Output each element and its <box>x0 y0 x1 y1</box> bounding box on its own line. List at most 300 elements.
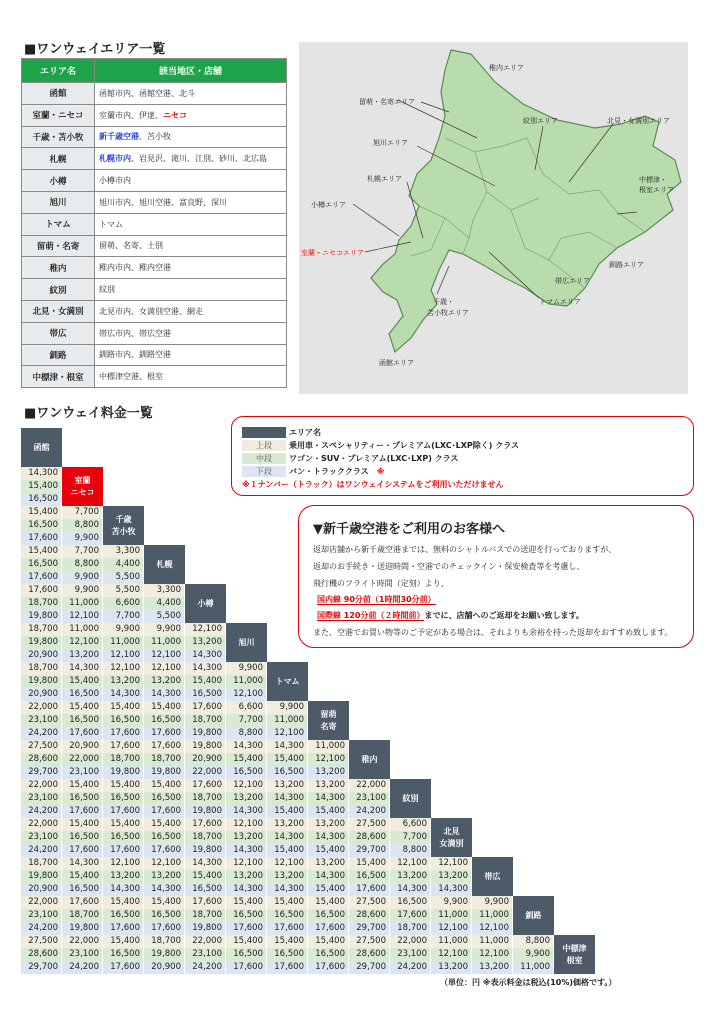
fare-cell: 3,300 <box>103 545 144 558</box>
fare-cell: 23,100 <box>21 831 62 844</box>
fare-cell: 13,200 <box>226 792 267 805</box>
notice-international: 国際線 120分前（２時間前） <box>317 611 425 620</box>
fare-cell: 14,300 <box>185 662 226 675</box>
fare-cell: 17,600 <box>62 727 103 740</box>
fare-cell: 17,600 <box>185 896 226 909</box>
fare-cell: 18,700 <box>144 935 185 948</box>
fare-cell: 22,000 <box>21 818 62 831</box>
fare-area-header <box>349 740 390 779</box>
area-stores <box>95 191 287 213</box>
fare-cell: 18,700 <box>144 753 185 766</box>
fare-cell: 11,000 <box>103 636 144 649</box>
stores-post: 北見市内、女満別空港、網走 <box>99 306 203 316</box>
fare-cell: 12,100 <box>472 922 513 935</box>
fare-cell: 16,500 <box>62 792 103 805</box>
area-name: 小樽 <box>22 170 95 192</box>
map-label-otaru: 小樽エリア <box>311 201 346 209</box>
legend-lower-text: バン・トラッククラス <box>289 467 369 476</box>
fare-cell: 16,500 <box>103 948 144 961</box>
fare-cell: 17,600 <box>144 844 185 857</box>
legend-lower-label: 下段 <box>242 466 286 477</box>
fare-area-header <box>185 584 226 623</box>
fare-cell: 14,300 <box>226 805 267 818</box>
fare-area-header-line: 紋別 <box>402 793 419 803</box>
fare-cell: 28,600 <box>349 948 390 961</box>
fare-cell: 11,000 <box>431 909 472 922</box>
fare-cell: 13,200 <box>308 779 349 792</box>
notice-line-2: 返却のお手続き・送迎時間・空港でのチェックイン・保安検査等を考慮し、 <box>313 562 585 571</box>
fare-cell: 29,700 <box>349 922 390 935</box>
fare-cell: 14,300 <box>144 688 185 701</box>
fare-cell: 15,400 <box>267 844 308 857</box>
map-label-chitose-1: 千歳・ <box>433 298 454 306</box>
fare-cell: 19,800 <box>185 805 226 818</box>
legend-upper-text: 乗用車・スペシャリティー・プレミアム(LXC･LXP除く) クラス <box>289 441 519 450</box>
legend-upper-label: 上段 <box>242 440 286 451</box>
stores-highlight: 新千歳空港 <box>99 132 139 142</box>
fare-cell: 7,700 <box>226 714 267 727</box>
fare-area-header-line: 札幌 <box>156 559 173 569</box>
legend-title: エリア名 <box>289 428 321 437</box>
fare-cell: 23,100 <box>390 948 431 961</box>
fare-cell: 15,400 <box>226 935 267 948</box>
fare-cell: 8,800 <box>390 844 431 857</box>
fare-cell: 11,000 <box>62 597 103 610</box>
fare-cell: 14,300 <box>267 883 308 896</box>
fare-cell: 7,700 <box>103 610 144 623</box>
fare-cell: 12,100 <box>226 779 267 792</box>
chitose-notice <box>298 505 694 648</box>
area-name: 旭川 <box>22 191 95 213</box>
fare-cell: 17,600 <box>103 844 144 857</box>
fare-cell: 15,400 <box>103 896 144 909</box>
fare-cell: 23,100 <box>21 792 62 805</box>
map-label-sapporo: 札幌エリア <box>367 175 402 183</box>
fare-cell: 8,800 <box>62 519 103 532</box>
fare-cell: 16,500 <box>185 688 226 701</box>
fare-cell: 24,200 <box>21 805 62 818</box>
stores-post: 紋別 <box>99 285 115 295</box>
fare-cell: 27,500 <box>349 935 390 948</box>
stores-post: 帯広市内、帯広空港 <box>99 328 171 338</box>
legend-note: ※１ナンバー（トラック）はワンウェイシステムをご利用いただけません <box>242 480 504 489</box>
map-label-muroran: 室蘭・ニセコエリア <box>301 249 364 257</box>
map-label-asahikawa: 旭川エリア <box>373 139 408 147</box>
fare-cell: 15,400 <box>308 935 349 948</box>
fare-area-header <box>390 779 431 818</box>
fare-cell: 16,500 <box>390 896 431 909</box>
area-name: 稚内 <box>22 257 95 279</box>
fare-cell: 13,200 <box>267 870 308 883</box>
fare-cell: 15,400 <box>103 779 144 792</box>
fare-area-header <box>144 545 185 584</box>
fare-area-header-line: 名寄 <box>320 721 337 731</box>
fare-cell: 14,300 <box>308 831 349 844</box>
fare-cell: 9,900 <box>431 896 472 909</box>
fare-cell: 17,600 <box>185 818 226 831</box>
area-name: 留萌・名寄 <box>22 235 95 257</box>
fare-cell: 5,500 <box>103 571 144 584</box>
fare-cell: 5,500 <box>144 610 185 623</box>
fare-area-header-line: 苫小牧 <box>111 526 136 536</box>
fare-cell: 3,300 <box>144 584 185 597</box>
fare-cell: 15,400 <box>21 480 62 493</box>
map-label-chitose-2: 苫小牧エリア <box>427 309 469 317</box>
fare-cell: 16,500 <box>226 766 267 779</box>
fare-cell: 15,400 <box>267 753 308 766</box>
fare-cell: 16,500 <box>267 909 308 922</box>
fare-cell: 15,400 <box>103 701 144 714</box>
area-stores <box>95 83 287 105</box>
fare-cell: 17,600 <box>267 922 308 935</box>
fare-cell: 24,200 <box>62 961 103 974</box>
fare-cell: 20,900 <box>185 753 226 766</box>
area-row <box>22 213 287 235</box>
fare-cell: 15,400 <box>226 753 267 766</box>
fare-cell: 29,700 <box>349 961 390 974</box>
map-label-wakkanai: 稚内エリア <box>489 64 524 72</box>
area-name-header: エリア名 <box>22 59 95 83</box>
fare-cell: 19,800 <box>185 740 226 753</box>
fare-cell: 14,300 <box>431 883 472 896</box>
fare-cell: 17,600 <box>62 805 103 818</box>
notice-line-3: 飛行機のフライト時間（定刻）より、 <box>313 579 449 588</box>
fare-cell: 24,200 <box>21 922 62 935</box>
stores-post: 、苫小牧 <box>139 132 171 142</box>
fare-cell: 18,700 <box>390 922 431 935</box>
fare-cell: 12,100 <box>390 857 431 870</box>
fare-cell: 19,800 <box>144 948 185 961</box>
fare-cell: 16,500 <box>103 714 144 727</box>
fare-cell: 7,700 <box>62 545 103 558</box>
fare-cell: 17,600 <box>226 961 267 974</box>
area-stores <box>95 344 287 366</box>
fare-cell: 17,600 <box>62 844 103 857</box>
fare-cell: 28,600 <box>21 948 62 961</box>
fare-cell: 20,900 <box>62 740 103 753</box>
fare-cell: 11,000 <box>472 909 513 922</box>
notice-title: ▼新千歳空港をご利用のお客様へ <box>313 522 505 537</box>
fare-cell: 18,700 <box>21 623 62 636</box>
area-row <box>22 366 287 388</box>
fare-cell: 16,500 <box>103 792 144 805</box>
fare-area-header-line: 中標津 <box>562 943 587 953</box>
fare-cell: 15,400 <box>144 701 185 714</box>
notice-domestic: 国内線 90分前（1時間30分前） <box>317 595 436 604</box>
stores-post: トマム <box>99 219 123 229</box>
fare-cell: 12,100 <box>226 688 267 701</box>
fare-cell: 15,400 <box>267 896 308 909</box>
legend-box <box>231 416 694 496</box>
legend-middle-label: 中段 <box>242 453 286 464</box>
fare-cell: 19,800 <box>21 610 62 623</box>
fare-cell: 16,500 <box>62 688 103 701</box>
notice-line-6: また、空港でお買い物等のご予定がある場合は、それよりも余裕を持った返却をおすすめ致します。 <box>313 628 673 637</box>
fare-cell: 5,500 <box>103 584 144 597</box>
fare-cell: 19,800 <box>144 766 185 779</box>
area-row <box>22 126 287 148</box>
fare-cell: 15,400 <box>21 545 62 558</box>
fare-area-header <box>226 623 267 662</box>
fare-cell: 19,800 <box>21 636 62 649</box>
area-stores <box>95 213 287 235</box>
fare-cell: 17,600 <box>103 922 144 935</box>
fare-cell: 16,500 <box>267 948 308 961</box>
fare-cell: 14,300 <box>21 467 62 480</box>
area-name: 室蘭・ニセコ <box>22 104 95 126</box>
fare-cell: 15,400 <box>185 870 226 883</box>
fare-cell: 15,400 <box>349 857 390 870</box>
fare-cell: 16,500 <box>349 870 390 883</box>
fare-cell: 17,600 <box>390 909 431 922</box>
area-stores <box>95 126 287 148</box>
fare-cell: 18,700 <box>185 792 226 805</box>
fare-cell: 15,400 <box>308 896 349 909</box>
fare-cell: 27,500 <box>349 896 390 909</box>
fare-cell: 17,600 <box>185 701 226 714</box>
fare-area-header-line: 函館 <box>33 442 50 452</box>
fare-area-header-line: 帯広 <box>484 871 501 881</box>
fare-cell: 14,300 <box>185 857 226 870</box>
unit-note: （単位：円 ※表示料金は税込(10%)価格です。） <box>440 978 617 987</box>
area-table <box>21 58 287 388</box>
map-label-hakodate: 函館エリア <box>379 359 414 367</box>
stores-post: 旭川市内、旭川空港、富良野、深川 <box>99 197 227 207</box>
area-row <box>22 344 287 366</box>
fare-cell: 15,400 <box>103 935 144 948</box>
fare-cell: 17,600 <box>21 532 62 545</box>
fare-cell: 20,900 <box>21 688 62 701</box>
fare-cell: 13,200 <box>267 779 308 792</box>
legend-lower-mark: ※ <box>376 467 385 476</box>
stores-pre: 室蘭市内、伊達、 <box>99 110 163 120</box>
fare-cell: 9,900 <box>513 948 554 961</box>
stores-post: 、岩見沢、滝川、江別、砂川、北広島 <box>131 154 267 164</box>
stores-highlight: 札幌市内 <box>99 154 131 164</box>
area-stores <box>95 322 287 344</box>
map-label-nakashibetsu-1: 中標津・ <box>639 176 667 184</box>
area-stores <box>95 300 287 322</box>
fare-cell: 16,500 <box>21 519 62 532</box>
fare-cell: 17,600 <box>349 883 390 896</box>
fare-cell: 29,700 <box>349 844 390 857</box>
fare-cell: 22,000 <box>185 935 226 948</box>
map-label-nakashibetsu-2: 根室エリア <box>639 186 674 194</box>
area-name: 紋別 <box>22 279 95 301</box>
fare-cell: 11,000 <box>267 714 308 727</box>
fare-cell: 17,600 <box>308 961 349 974</box>
fare-cell: 14,300 <box>103 883 144 896</box>
fare-cell: 19,800 <box>185 922 226 935</box>
map-label-obihiro: 帯広エリア <box>555 277 590 285</box>
fare-cell: 12,100 <box>144 649 185 662</box>
fare-cell: 16,500 <box>226 948 267 961</box>
fare-cell: 13,200 <box>390 870 431 883</box>
fare-cell: 12,100 <box>144 857 185 870</box>
fare-cell: 9,900 <box>62 532 103 545</box>
fare-cell: 17,600 <box>103 805 144 818</box>
map-label-kushiro: 釧路エリア <box>609 261 644 269</box>
fare-cell: 11,000 <box>144 636 185 649</box>
fare-cell: 15,400 <box>144 896 185 909</box>
fare-area-header-line: 小樽 <box>197 598 214 608</box>
area-row <box>22 83 287 105</box>
fare-cell: 18,700 <box>185 831 226 844</box>
fare-cell: 13,200 <box>144 870 185 883</box>
area-name: 帯広 <box>22 322 95 344</box>
fare-area-header-line: 室蘭 <box>74 475 91 485</box>
fare-cell: 15,400 <box>21 506 62 519</box>
area-stores <box>95 366 287 388</box>
fare-cell: 17,600 <box>144 740 185 753</box>
fare-cell: 12,100 <box>267 727 308 740</box>
fare-area-header-line: 根室 <box>566 955 583 965</box>
fare-cell: 13,200 <box>103 870 144 883</box>
fare-cell: 16,500 <box>185 883 226 896</box>
fare-area-header <box>554 935 595 974</box>
area-name: 札幌 <box>22 148 95 170</box>
fare-cell: 24,200 <box>185 961 226 974</box>
fare-cell: 17,600 <box>185 779 226 792</box>
fare-cell: 15,400 <box>308 805 349 818</box>
fare-cell: 13,200 <box>185 636 226 649</box>
fare-cell: 18,700 <box>21 857 62 870</box>
fare-cell: 15,400 <box>308 844 349 857</box>
fare-cell: 23,100 <box>21 909 62 922</box>
fare-cell: 18,700 <box>21 662 62 675</box>
fare-cell: 12,100 <box>103 857 144 870</box>
fare-area-header-line: 稚内 <box>361 754 378 764</box>
area-row <box>22 322 287 344</box>
area-row <box>22 170 287 192</box>
fare-cell: 23,100 <box>62 766 103 779</box>
fare-cell: 28,600 <box>349 909 390 922</box>
fare-cell: 16,500 <box>21 493 62 506</box>
stores-post: 小樽市内 <box>99 176 131 186</box>
fare-cell: 4,400 <box>144 597 185 610</box>
fare-cell: 15,400 <box>308 883 349 896</box>
fare-cell: 20,900 <box>144 961 185 974</box>
fare-cell: 17,600 <box>144 922 185 935</box>
fare-cell: 17,600 <box>144 805 185 818</box>
fare-cell: 13,200 <box>431 870 472 883</box>
map-label-kitami: 北見・女満別エリア <box>607 117 670 125</box>
fare-cell: 12,100 <box>62 636 103 649</box>
fare-area-header-line: 釧路 <box>525 910 542 920</box>
notice-line-1: 返却店舗から新千歳空港までは、無料のシャトルバスでの送迎を行っておりますが、 <box>313 545 617 554</box>
fare-cell: 12,100 <box>431 922 472 935</box>
fare-cell: 13,200 <box>308 766 349 779</box>
fare-cell: 16,500 <box>144 909 185 922</box>
fare-cell: 17,600 <box>226 922 267 935</box>
fare-cell: 19,800 <box>62 922 103 935</box>
fare-cell: 20,900 <box>21 649 62 662</box>
area-name: 釧路 <box>22 344 95 366</box>
stores-highlight: ニセコ <box>163 110 187 120</box>
fare-cell: 27,500 <box>21 740 62 753</box>
stores-post: 留萌、名寄、士別 <box>99 241 163 251</box>
fare-cell: 27,500 <box>21 935 62 948</box>
fare-cell: 17,600 <box>267 961 308 974</box>
fare-cell: 12,100 <box>103 649 144 662</box>
fare-cell: 17,600 <box>21 584 62 597</box>
fare-cell: 13,200 <box>431 961 472 974</box>
fare-cell: 15,400 <box>103 818 144 831</box>
area-stores <box>95 257 287 279</box>
area-row <box>22 148 287 170</box>
fare-cell: 16,500 <box>144 792 185 805</box>
fare-cell: 11,000 <box>431 935 472 948</box>
fare-cell: 15,400 <box>144 818 185 831</box>
fare-cell: 13,200 <box>144 675 185 688</box>
fare-cell: 23,100 <box>349 792 390 805</box>
fare-cell: 13,200 <box>62 649 103 662</box>
fare-cell: 27,500 <box>349 818 390 831</box>
area-row <box>22 191 287 213</box>
fare-cell: 16,500 <box>144 714 185 727</box>
fare-area-header <box>62 467 103 506</box>
fare-cell: 11,000 <box>226 675 267 688</box>
fare-cell: 16,500 <box>21 558 62 571</box>
fare-cell: 15,400 <box>62 675 103 688</box>
area-name: トマム <box>22 213 95 235</box>
fare-cell: 14,300 <box>226 883 267 896</box>
fare-cell: 6,600 <box>103 597 144 610</box>
fare-cell: 9,900 <box>62 584 103 597</box>
fare-cell: 13,200 <box>103 675 144 688</box>
fare-area-header <box>308 701 349 740</box>
fare-cell: 13,200 <box>267 818 308 831</box>
fare-cell: 16,500 <box>103 909 144 922</box>
fare-cell: 18,700 <box>62 909 103 922</box>
fare-cell: 19,800 <box>185 844 226 857</box>
fare-cell: 18,700 <box>21 597 62 610</box>
fare-area-header <box>103 506 144 545</box>
fare-cell: 16,500 <box>267 766 308 779</box>
fare-cell: 7,700 <box>390 831 431 844</box>
fare-cell: 14,300 <box>144 883 185 896</box>
fare-cell: 28,600 <box>349 831 390 844</box>
fare-cell: 12,100 <box>103 662 144 675</box>
fare-cell: 16,500 <box>62 883 103 896</box>
fare-cell: 22,000 <box>62 753 103 766</box>
fare-cell: 15,400 <box>267 805 308 818</box>
stores-post: 釧路市内、釧路空港 <box>99 350 171 360</box>
fare-cell: 15,400 <box>226 896 267 909</box>
fare-cell: 29,700 <box>21 766 62 779</box>
fare-cell: 23,100 <box>185 948 226 961</box>
fare-cell: 12,100 <box>472 948 513 961</box>
fare-area-header <box>21 428 62 467</box>
fare-area-header <box>472 857 513 896</box>
stores-post: 中標津空港、根室 <box>99 372 163 382</box>
fare-cell: 22,000 <box>21 779 62 792</box>
fare-cell: 14,300 <box>308 792 349 805</box>
fare-cell: 20,900 <box>21 883 62 896</box>
area-row <box>22 279 287 301</box>
fare-cell: 12,100 <box>185 623 226 636</box>
fare-cell: 12,100 <box>144 662 185 675</box>
fare-cell: 15,400 <box>62 779 103 792</box>
fare-cell: 14,300 <box>185 649 226 662</box>
fare-cell: 14,300 <box>267 740 308 753</box>
fare-cell: 15,400 <box>185 675 226 688</box>
fare-cell: 16,500 <box>62 831 103 844</box>
fare-area-header <box>267 662 308 701</box>
fare-cell: 9,900 <box>62 571 103 584</box>
stores-post: 函館市内、函館空港、北斗 <box>99 88 195 98</box>
fare-cell: 22,000 <box>390 935 431 948</box>
